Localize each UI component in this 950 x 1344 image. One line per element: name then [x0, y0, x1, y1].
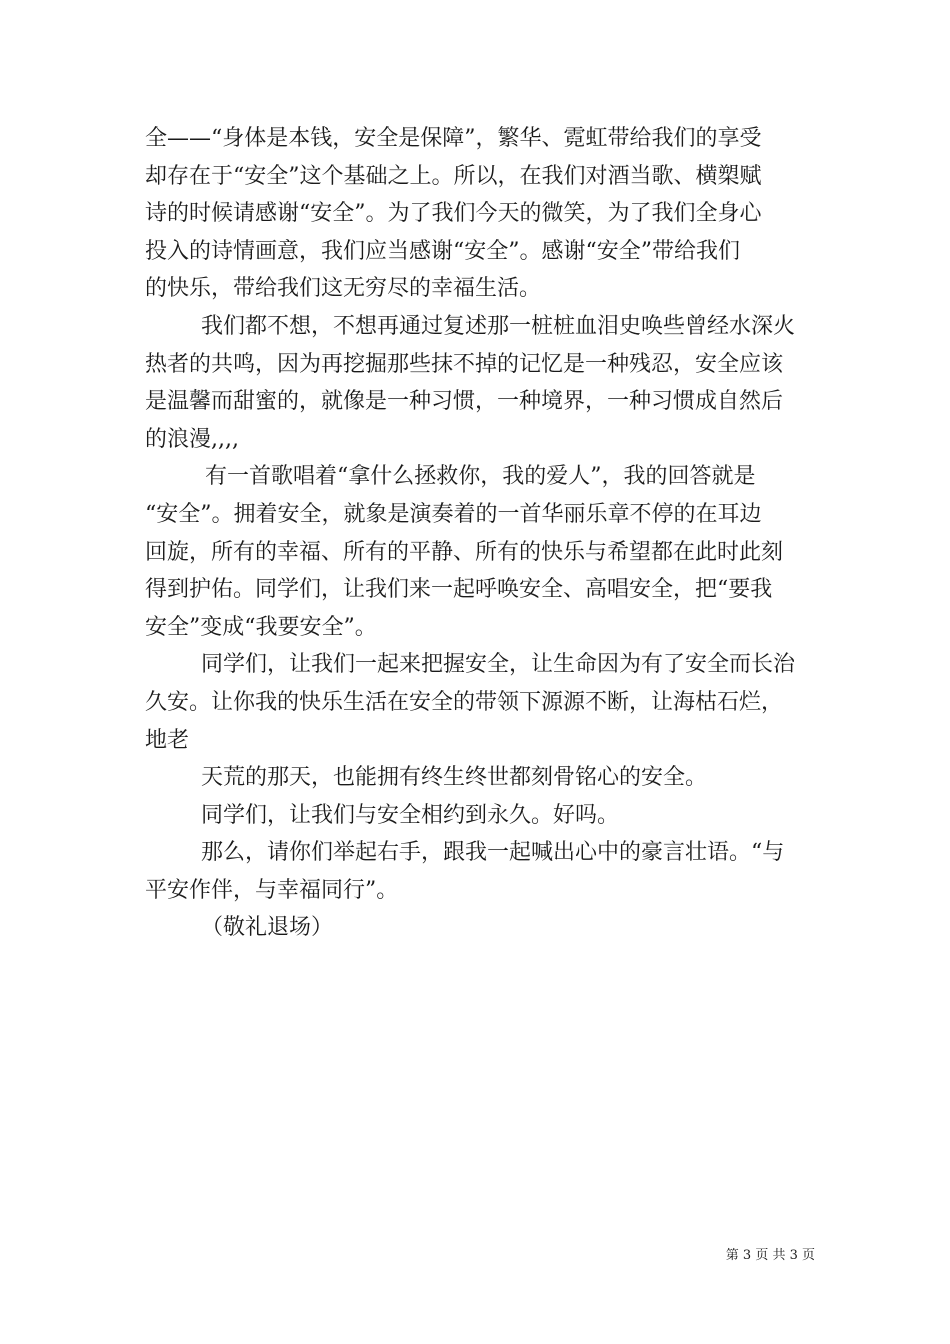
- text-line: “安全”。拥着安全，就象是演奏着的一首华丽乐章不停的在耳边: [145, 501, 762, 527]
- text-line: 地老: [145, 727, 190, 753]
- text-line: 全——“身体是本钱，安全是保障”，繁华、霓虹带给我们的享受: [145, 126, 762, 151]
- text-line: 平安作伴，与幸福同行”。: [145, 877, 399, 903]
- text-line: 安全”变成“我要安全”。: [145, 614, 377, 640]
- page-number-footer: 第 3 页 共 3 页: [725, 1248, 815, 1263]
- paragraph-start-line: 同学们，让我们与安全相约到永久。好吗。: [201, 802, 620, 828]
- paragraph-start-line: 那么，请你们举起右手，跟我一起喊出心中的豪言壮语。“与: [201, 840, 785, 866]
- text-line: 却存在于“安全”这个基础之上。所以，在我们对酒当歌、横槊赋: [145, 163, 762, 189]
- paragraph-start-line: 有一首歌唱着“拿什么拯救你，我的爱人”，我的回答就是: [205, 464, 756, 490]
- paragraph-start-line: 天荒的那天，也能拥有终生终世都刻骨铭心的安全。: [201, 765, 708, 791]
- text-line: 回旋，所有的幸福、所有的平静、所有的快乐与希望都在此时此刻: [145, 539, 784, 565]
- text-line: 诗的时候请感谢“安全”。为了我们今天的微笑，为了我们全身心: [145, 201, 762, 227]
- text-line: 得到护佑。同学们，让我们来一起呼唤安全、高唱安全，把“要我: [145, 577, 773, 603]
- paragraph-start-line: 同学们，让我们一起来把握安全，让生命因为有了安全而长治: [201, 652, 796, 678]
- text-line: 投入的诗情画意，我们应当感谢“安全”。感谢“安全”带给我们: [145, 238, 740, 264]
- text-line: 是温馨而甜蜜的，就像是一种习惯，一种境界，一种习惯成自然后: [145, 389, 784, 415]
- document-body: [145, 120, 815, 947]
- paragraph-start-line: 我们都不想，不想再通过复述那一桩桩血泪史唤些曾经水深火: [201, 313, 796, 339]
- text-line: 的浪漫,,,,: [145, 426, 239, 452]
- text-line: 热者的共鸣，因为再挖掘那些抹不掉的记忆是一种残忍，安全应该: [145, 351, 784, 377]
- closing-note: （敬礼退场）: [201, 915, 334, 941]
- text-line: 的快乐，带给我们这无穷尽的幸福生活。: [145, 276, 542, 302]
- text-line: 久安。让你我的快乐生活在安全的带领下源源不断，让海枯石烂，: [145, 689, 784, 715]
